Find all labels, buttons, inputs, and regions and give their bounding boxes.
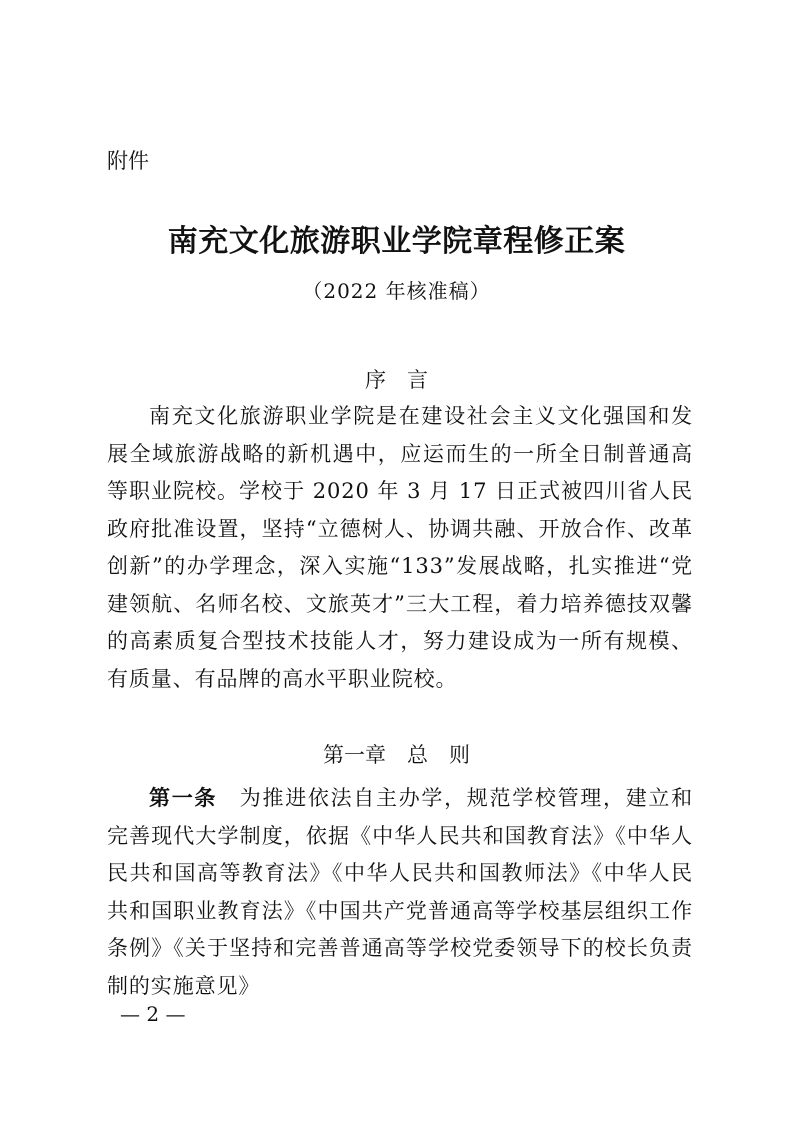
- attachment-label: 附件: [107, 149, 149, 173]
- preface-paragraph: 南充文化旅游职业学院是在建设社会主义文化强国和发展全域旅游战略的新机遇中，应运而生的一所全日制普通高等职业院校。学校于 2020 年 3 月 17 日正式被四川省人民政府批准设置，坚持“立德树人、协调共融、开放合作、改革创新”的办学理念，深入实施“133”发展战略，扎实推进“党建领航、名师名校、文旅英才”三大工程，着力培养德技双馨的高素质复合型技术技能人才，努力建设成为一所有规模、有质量、有品牌的高水平职业院校。: [107, 404, 693, 691]
- preface-heading: 序 言: [365, 368, 428, 392]
- article-paragraph: [107, 780, 693, 1005]
- article-number: 第一条: [149, 786, 218, 810]
- document-subtitle: （2022 年核准稿）: [302, 279, 491, 303]
- page-number: — 2 —: [120, 1002, 186, 1026]
- document-title: 南充文化旅游职业学院章程修正案: [167, 224, 626, 259]
- chapter-heading: 第一章 总 则: [323, 743, 470, 767]
- article-text: 为推进依法自主办学，规范学校管理，建立和完善现代大学制度，依据《中华人民共和国教育法》《中华人民共和国高等教育法》《中华人民共和国教师法》《中华人民共和国职业教育法》《中国共产党普通高等学校基层组织工作条例》《关于坚持和完善普通高等学校党委领导下的校长负责制的实施意见》: [107, 786, 693, 998]
